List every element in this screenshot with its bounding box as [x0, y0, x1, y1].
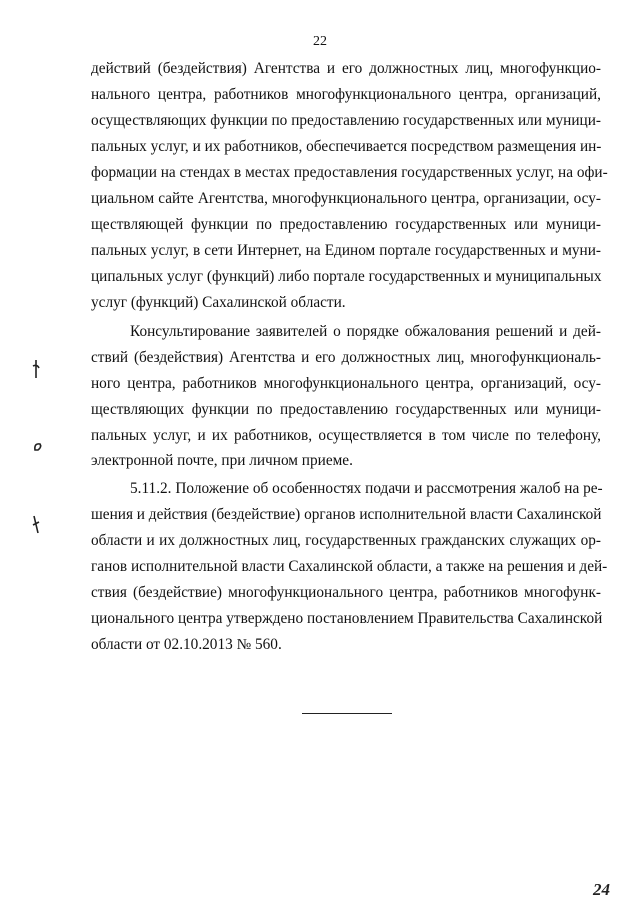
margin-mark [32, 440, 44, 454]
body-line: нального центра, работников многофункционального центра, организаций, [91, 86, 601, 103]
body-line: Консультирование заявителей о порядке обжалования решений и дей- [130, 323, 601, 340]
body-line: ганов исполнительной власти Сахалинской области, а также на решения и дей- [91, 558, 608, 575]
body-line: циальном сайте Агентства, многофункционального центра, организации, осу- [91, 190, 601, 207]
body-line: 5.11.2. Положение об особенностях подачи и рассмотрения жалоб на ре- [130, 480, 603, 497]
margin-mark [30, 513, 42, 537]
body-line: области от 02.10.2013 № 560. [91, 636, 282, 653]
margin-mark [30, 358, 42, 382]
body-line: формации на стендах в местах предоставления государственных услуг, на офи- [91, 164, 608, 181]
body-line: ществляющей функции по предоставлению государственных или муници- [91, 216, 601, 233]
body-line: ствий (бездействия) Агентства и его должностных лиц, многофункциональ- [91, 349, 601, 366]
body-line: ципальных услуг (функций) либо портале государственных и муниципальных [91, 268, 602, 285]
body-line: ствия (бездействие) многофункционального центра, работников многофунк- [91, 584, 601, 601]
body-line: области и их должностных лиц, государственных гражданских служащих ор- [91, 532, 601, 549]
body-line: пальных услуг, и их работников, обеспечивается посредством размещения ин- [91, 138, 602, 155]
body-line: пальных услуг, в сети Интернет, на Едином портале государственных и муни- [91, 242, 601, 259]
body-line: электронной почте, при личном приеме. [91, 452, 353, 469]
handwritten-page-number: 24 [593, 880, 610, 899]
body-line: шения и действия (бездействие) органов исполнительной власти Сахалинской [91, 506, 602, 523]
body-line: действий (бездействия) Агентства и его должностных лиц, многофункцио- [91, 60, 601, 77]
body-line: услуг (функций) Сахалинской области. [91, 294, 346, 311]
body-line: пальных услуг, и их работников, осуществляется в том числе по телефону, [91, 427, 601, 444]
body-line: ществляющих функции по предоставлению государственных или муници- [91, 401, 601, 418]
separator-line [302, 713, 392, 714]
body-line: ционального центра утверждено постановлением Правительства Сахалинской [91, 610, 603, 627]
body-line: ного центра, работников многофункционального центра, организаций, осу- [91, 375, 601, 392]
body-line: осуществляющих функции по предоставлению государственных или муници- [91, 112, 601, 129]
page-number: 22 [313, 34, 327, 49]
